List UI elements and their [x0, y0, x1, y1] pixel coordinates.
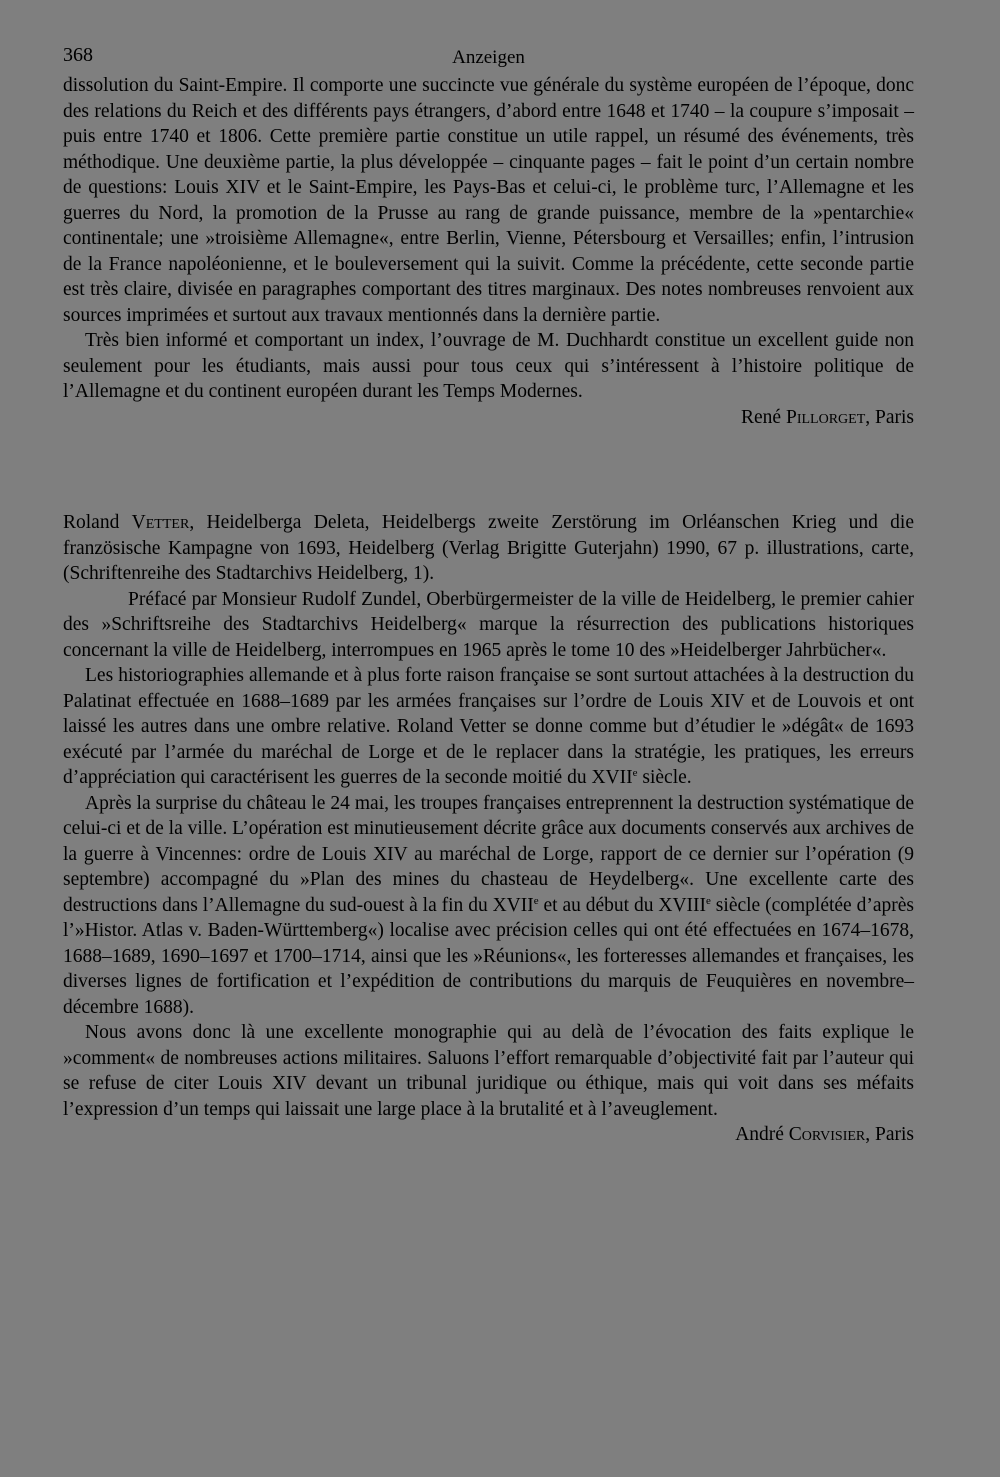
paragraph-text: Les historiographies allemande et à plus forte raison française se sont surtout attachées à la destruction du Palatinat effectuée en 1688–1689 par les armées françaises sur l’ordre de Louis XIV et de Louvois et ont laissé les autres dans une ombre relative. Roland Vetter se donne comme but d’étudier le »dégât« de 1693 exécuté par l’armée du maréchal de Lorge et de le replacer dans la stratégie, les pratiques, les erreurs d’appréciation qui caractérisent les guerres de la seconde moitié du XVII — [63, 665, 914, 788]
reviewer-signature — [63, 405, 914, 431]
superscript: e — [706, 894, 711, 907]
reviewer-signature — [63, 1122, 914, 1148]
section-divider-space — [63, 430, 914, 510]
review-paragraph: Très bien informé et comportant un index, l’ouvrage de M. Duchhardt constitue un excellent guide non seulement pour les étudiants, mais aussi pour tous ceux qui s’intéressent à l’histoire politique de l’Allemagne et du continent européen durant les Temps Modernes. — [63, 330, 914, 402]
paragraph-text: Après la surprise du château le 24 mai, les troupes françaises entreprennent la destruction systématique de celui-ci et de la ville. L’opération est minutieusement décrite grâce aux documents conservés aux archives de la guerre à Vincennes: ordre de Louis XIV au maréchal de Lorge, rapport de ce dernier sur l’opération (9 septembre) accompagné du »Plan des mines du chasteau de Heydelberg«. Une excellente carte des destructions dans l’Allemagne du sud-ouest à la fin du XVII — [63, 792, 914, 916]
reviewer-last-name: Pillorget — [785, 406, 866, 428]
review-paragraph: Nous avons donc là une excellente monographie qui au delà de l’évocation des faits explique le »comment« de nombreuses actions militaires. Saluons l’effort remarquable d’objectivité fait par l’auteur qui se refuse de citer Louis XIV devant un tribunal juridique ou éthique, mais qui voit dans ses méfaits l’expression d’un temps qui laissait une large place à la brutalité et à l’aveuglement. — [63, 1022, 914, 1120]
superscript: e — [533, 894, 539, 907]
review-paragraph: dissolution du Saint-Empire. Il comporte une succincte vue générale du système européen de l’époque, donc des relations du Reich et des différents pays étrangers, d’abord entre 1648 et 1740 – la coupure s’imposait – puis entre 1740 et 1806. Cette première partie constitue un utile rappel, un résumé des événements, très méthodique. Une deuxième partie, la plus développée – cinquante pages – fait le point d’un certain nombre de questions: Louis XIV et le Saint-Empire, les Pays-Bas et celui-ci, le problème turc, l’Allemagne et les guerres du Nord, la promotion de la Prusse au rang de grande puissance, membre de la »pentarchie« continentale; une »troisième Allemagne«, entre Berlin, Vienne, Pétersbourg et Versailles; enfin, l’intrusion de la France napoléonienne, et le bouleversement qui la suivit. Comme la précédente, cette seconde partie est très claire, divisée en paragraphes comportant des titres marginaux. Des notes nombreuses renvoient aux sources imprimées et surtout aux travaux mentionnés dans la dernière partie. — [63, 75, 914, 326]
review-paragraph: Préfacé par Monsieur Rudolf Zundel, Oberbürgermeister de la ville de Heidelberg, le premier cahier des »Schriftsreihe des Stadtarchivs Heidelberg« marque la résurrection des publications historiques concernant la ville de Heidelberg, interrompues en 1965 après le tome 10 des »Heidelberger Jahrbücher«. — [63, 588, 914, 661]
paragraph-text: et au début du XVIII — [538, 894, 707, 916]
review-duchhardt — [63, 73, 914, 430]
book-citation — [63, 510, 914, 587]
running-head — [63, 40, 914, 70]
journal-page — [63, 40, 914, 1148]
section-title: Anzeigen — [452, 47, 525, 68]
reviewer-last-name: Corvisier — [788, 1124, 866, 1145]
reviewer-place: , Paris — [865, 406, 914, 428]
review-paragraph — [63, 791, 914, 1021]
reviewer-first-name: André — [735, 1124, 789, 1145]
page-number: 368 — [63, 44, 93, 66]
review-vetter — [63, 510, 914, 1148]
author-last-name: Vetter — [131, 512, 190, 533]
citation-details: , Heidelberga Deleta, Heidelbergs zweite Zerstörung im Orléanschen Krieg und die französische Kampagne von 1693, Heidelberg (Verlag Brigitte Guterjahn) 1990, 67 p. illustrations, carte, (Schriftenreihe des Stadtarchivs Heidelberg, 1). — [63, 512, 914, 584]
reviewer-place: , Paris — [865, 1124, 914, 1145]
review-paragraph — [63, 663, 914, 791]
reviewer-first-name: René — [741, 406, 786, 428]
article-body — [63, 73, 914, 1148]
paragraph-text: siècle (complétée d’après l’»Histor. Atlas v. Baden-Württemberg«) localise avec précision celles qui ont été effectuées en 1674–1678, 1688–1689, 1690–1697 et 1700–1714, ainsi que les »Réunions«, les forteresses allemandes et françaises, les diverses lignes de fortification et l’expédition de contributions du marquis de Feuquières en novembre–décembre 1688). — [63, 894, 914, 1018]
superscript: e — [632, 767, 638, 779]
author-first-name: Roland — [63, 512, 132, 533]
paragraph-text: siècle. — [637, 767, 692, 788]
